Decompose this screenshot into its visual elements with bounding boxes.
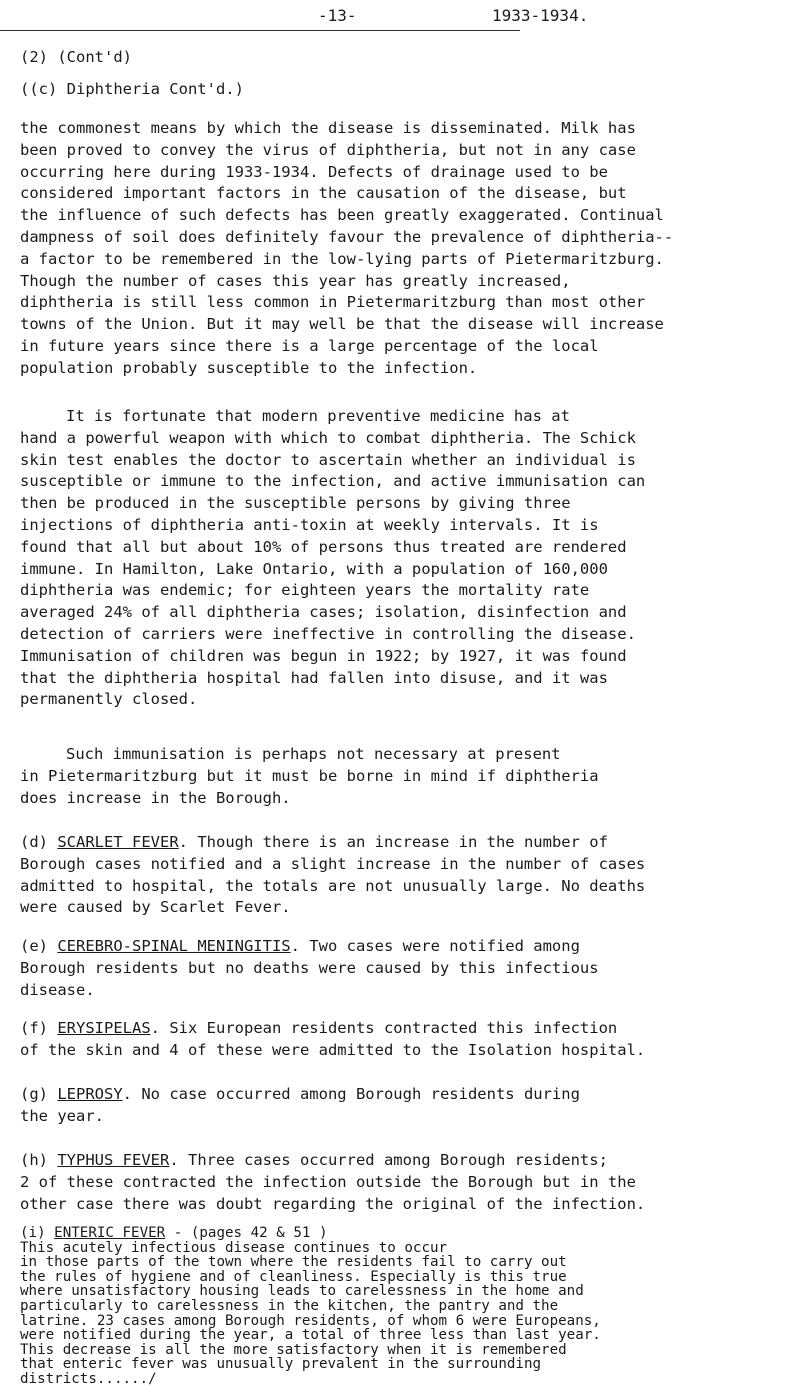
section-text: - (pages 42 & 51 ) [165,1226,328,1241]
text-line: a factor to be remembered in the low-lying parts of Pietermaritzburg. [20,249,664,268]
text-line: 2 of these contracted the infection outside the Borough but in the [20,1172,636,1191]
subsection-label: ((c) Diphtheria Cont'd.) [20,80,244,98]
text-line: been proved to convey the virus of diphtheria, but not in any case [20,140,636,159]
text-line: the year. [20,1106,104,1125]
section-title: ENTERIC FEVER [54,1226,166,1241]
paragraph-1 [20,118,792,380]
text-line: diphtheria was endemic; for eighteen years the mortality rate [20,581,590,600]
text-line: particularly to carelessness in the kitchen, the pantry and the [20,1298,559,1314]
text-line: other case there was doubt regarding the original of the infection. [20,1194,646,1213]
section-meningitis [20,936,792,1001]
text-line: Such immunisation is perhaps not necessary at present [66,745,561,763]
text-line: in those parts of the town where the residents fail to carry out [20,1255,567,1270]
text-line: where unsatisfactory housing leads to carelessness in the home and [20,1284,584,1299]
text-line: It is fortunate that modern preventive medicine has at [66,407,570,425]
text-line: then be produced in the susceptible persons by giving three [20,494,571,513]
section-title: LEPROSY [57,1085,123,1103]
section-enteric-fever [20,1226,792,1387]
text-line: in future years since there is a large percentage of the local [20,336,599,355]
text-line: injections of diphtheria anti-toxin at weekly intervals. It is [20,515,599,534]
section-text: . No case occurred among Borough residents during [122,1085,580,1103]
section-title: SCARLET FEVER [57,833,179,851]
section-letter: (e) [20,937,48,955]
section-title: CEREBRO-SPINAL MENINGITIS [57,937,291,955]
section-leprosy [20,1084,792,1128]
text-line: Borough cases notified and a slight increase in the number of cases [20,854,646,873]
text-line: does increase in the Borough. [20,788,291,807]
section-title: TYPHUS FEVER [57,1151,170,1169]
text-line: of the skin and 4 of these were admitted to the Isolation hospital. [20,1040,646,1059]
section-text: . Six European residents contracted this infection [150,1019,618,1037]
section-letter: (f) [20,1019,48,1037]
header-rule [0,30,520,31]
section-letter: (h) [20,1151,48,1169]
section-letter: (i) [20,1226,46,1241]
text-line: considered important factors in the causation of the disease, but [20,184,627,203]
report-year: 1933-1934. [492,6,589,25]
text-line: that enteric fever was unusually prevalent in the surrounding [20,1357,542,1372]
text-line: latrine. 23 cases among Borough residents, of whom 6 were Europeans, [20,1313,601,1329]
text-line: Immunisation of children was begun in 1922; by 1927, it was found [20,646,627,665]
text-line: the commonest means by which the disease is disseminated. Milk has [20,119,636,137]
section-text: . Two cases were notified among [290,937,580,955]
section-text: . Three cases occurred among Borough residents; [169,1151,608,1169]
section-letter: (g) [20,1085,48,1103]
text-line: disease. [20,980,95,999]
text-line: skin test enables the doctor to ascertain whether an individual is [20,450,636,469]
section-text: . Though there is an increase in the number of [178,833,608,851]
text-line: admitted to hospital, the totals are not unusually large. No deaths [20,876,646,895]
text-line: immune. In Hamilton, Lake Ontario, with a population of 160,000 [20,559,608,578]
paragraph-3 [20,744,792,809]
section-title: ERYSIPELAS [57,1019,151,1037]
text-line: districts....../ [20,1371,157,1387]
text-line: This acutely infectious disease continues to occur [20,1240,448,1256]
text-line: dampness of soil does definitely favour the prevalence of diphtheria-- [20,227,674,246]
text-line: This decrease is all the more satisfactory when it is remembered [20,1342,567,1358]
text-line: the influence of such defects has been greatly exaggerated. Continual [20,206,664,225]
text-line: susceptible or immune to the infection, and active immunisation can [20,472,646,491]
text-line: averaged 24% of all diphtheria cases; isolation, disinfection and [20,603,627,622]
section-letter: (d) [20,833,48,851]
text-line: Borough residents but no deaths were caused by this infectious [20,958,599,977]
text-line: that the diphtheria hospital had fallen into disuse, and it was [20,668,608,687]
section-typhus-fever [20,1150,792,1215]
text-line: were notified during the year, a total of three less than last year. [20,1328,601,1343]
section-label: (2) (Cont'd) [20,48,132,66]
text-line: occurring here during 1933-1934. Defects of drainage used to be [20,162,608,181]
text-line: permanently closed. [20,690,198,709]
paragraph-2 [20,406,792,711]
text-line: were caused by Scarlet Fever. [20,898,291,917]
text-line: hand a powerful weapon with which to combat diphtheria. The Schick [20,428,636,447]
text-line: Though the number of cases this year has greatly increased, [20,271,571,290]
text-line: detection of carriers were ineffective in controlling the disease. [20,624,636,643]
text-line: towns of the Union. But it may well be that the disease will increase [20,315,664,334]
section-scarlet-fever [20,832,792,919]
text-line: in Pietermaritzburg but it must be borne in mind if diphtheria [20,766,599,785]
section-erysipelas [20,1018,792,1062]
text-line: diphtheria is still less common in Pietermaritzburg than most other [20,293,646,312]
text-line: the rules of hygiene and of cleanliness. Especially is this true [20,1269,567,1285]
text-line: found that all but about 10% of persons thus treated are rendered [20,537,627,556]
text-line: population probably susceptible to the infection. [20,358,478,377]
page-number: -13- [318,6,357,25]
